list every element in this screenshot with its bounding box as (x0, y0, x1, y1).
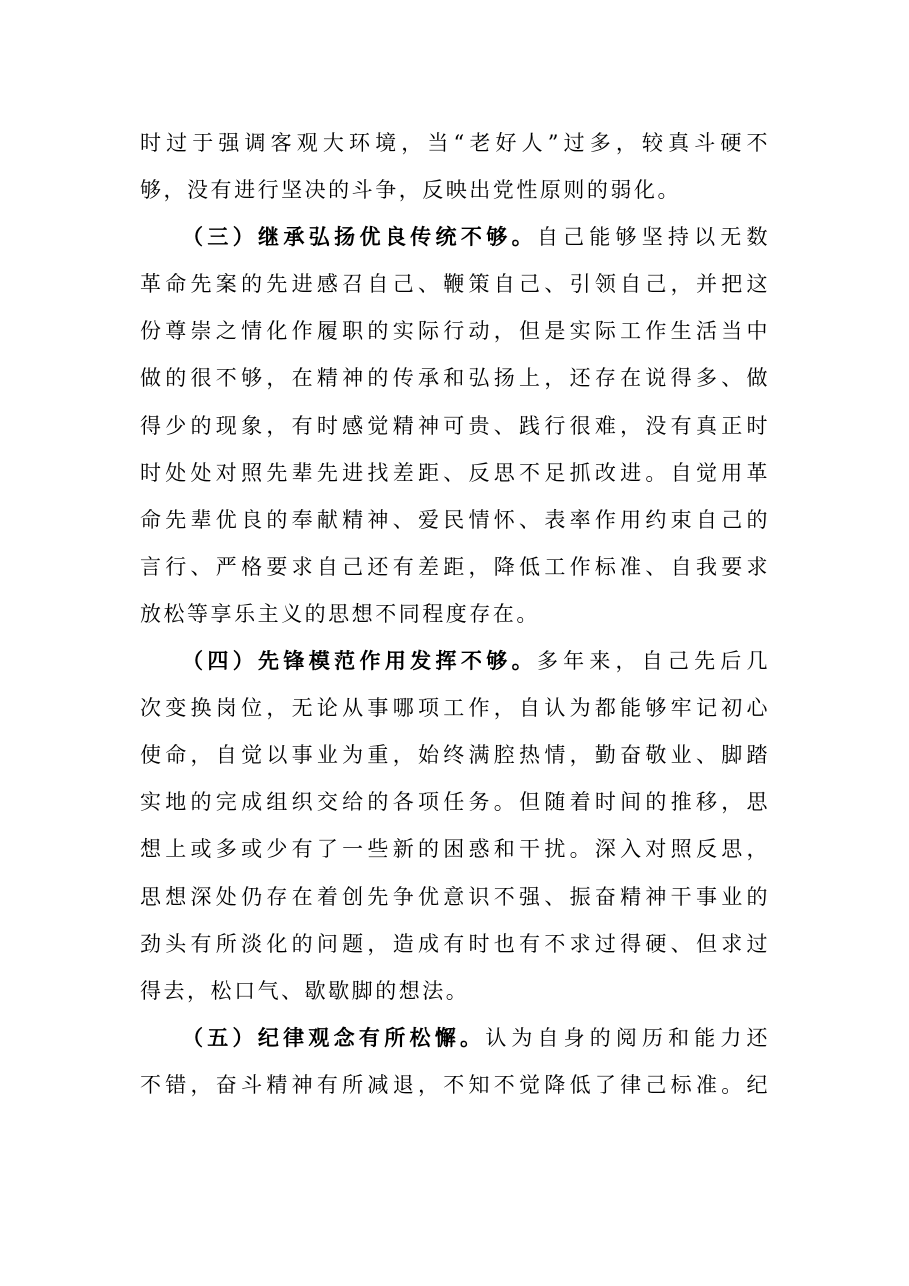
paragraph-section-3 (140, 214, 770, 638)
paragraph-first-line (140, 1015, 770, 1062)
document-body (140, 120, 770, 1109)
paragraph-section-4 (140, 638, 770, 1015)
text-line: 思想深处仍存在着创先争优意识不强、振奋精神干事业的 (140, 884, 770, 909)
text-run: 自己能够坚持以无数 (536, 225, 770, 250)
text-line: 次变换岗位，无论从事哪项工作，自认为都能够牢记初心 (140, 696, 770, 721)
text-line: 不错，奋斗精神有所减退，不知不觉降低了律己标准。纪 (140, 1072, 770, 1097)
text-line: 时过于强调客观大环境，当“老好人”过多，较真斗硬不 (140, 131, 770, 155)
text-line: 想上或多或少有了一些新的困惑和干扰。深入对照反思， (140, 837, 770, 862)
text-line: 时处处对照先辈先进找差距、反思不足抓改进。自觉用革 (140, 460, 770, 485)
text-line: 得去，松口气、歇歇脚的想法。 (140, 978, 470, 1003)
text-line: 份尊崇之情化作履职的实际行动，但是实际工作生活当中 (140, 319, 770, 344)
text-line: 实地的完成组织交给的各项任务。但随着时间的推移，思 (140, 790, 770, 815)
paragraph-continuation (140, 120, 770, 214)
section-heading: （五）纪律观念有所松懈。 (182, 1025, 486, 1050)
text-line: 命先辈优良的奉献精神、爱民情怀、表率作用约束自己的 (140, 507, 770, 532)
text-line: 劲头有所淡化的问题，造成有时也有不求过得硬、但求过 (140, 931, 770, 956)
section-heading: （三）继承弘扬优良传统不够。 (182, 225, 537, 250)
text-run: 多年来，自己先后几 (536, 649, 770, 674)
paragraph-first-line (140, 214, 770, 261)
paragraph-first-line (140, 638, 770, 685)
section-heading: （四）先锋模范作用发挥不够。 (182, 649, 537, 674)
text-line: 放松等享乐主义的思想不同程度存在。 (140, 601, 540, 626)
text-line: 够，没有进行坚决的斗争，反映出党性原则的弱化。 (140, 178, 681, 203)
paragraph-section-5 (140, 1015, 770, 1109)
text-line: 得少的现象，有时感觉精神可贵、践行很难，没有真正时 (140, 413, 770, 438)
text-line: 使命，自觉以事业为重，始终满腔热情，勤奋敬业、脚踏 (140, 743, 770, 768)
text-line: 言行、严格要求自己还有差距，降低工作标准、自我要求 (140, 554, 770, 579)
text-line: 革命先案的先进感召自己、鞭策自己、引领自己，并把这 (140, 272, 770, 297)
text-line: 做的很不够，在精神的传承和弘扬上，还存在说得多、做 (140, 366, 770, 391)
text-run: 认为自身的阅历和能力还 (485, 1025, 770, 1050)
